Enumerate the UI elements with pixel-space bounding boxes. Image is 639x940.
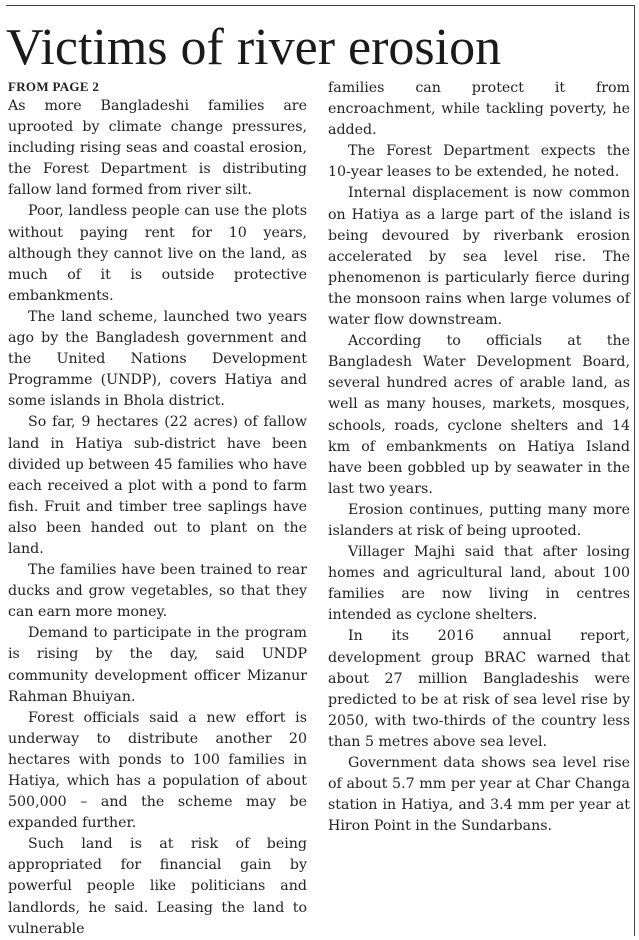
paragraph: Government data shows sea level rise of about 5.7 mm per year at Char Changa station in Hatiya, and 3.4 mm per year at Hiron Point in the Sundarbans. [328,755,630,835]
paragraph: Such land is at risk of being appropriated for financial gain by powerful people like politicians and landlords, he said. Leasing the land to vulnerable [8,836,307,937]
paragraph: Demand to participate in the program is rising by the day, said UNDP community development officer Mizanur Rahman Bhuiyan. [8,625,307,705]
paragraph: So far, 9 hectares (22 acres) of fallow land in Hatiya sub-district have been divided up between 45 families who have each received a plot with a pond to farm fish. Fruit and timber tree saplings have also been handed out to plant on the land. [8,414,307,557]
paragraph: The land scheme, launched two years ago by the Bangladesh government and the United Nations Development Programme (UNDP), covers Hatiya and some islands in Bhola district. [8,308,307,410]
article-column-right [328,78,630,837]
paragraph: In its 2016 annual report, development group BRAC warned that about 27 million Bangladeshis were predicted to be at risk of sea level rise by 2050, with two-thirds of the country less than 5 metres above sea level. [328,628,630,750]
headline: Victims of river erosion [6,19,502,76]
right-border-rule [634,5,635,936]
top-rule [6,5,635,6]
paragraph: families can protect it from encroachment, while tackling poverty, he added. [328,80,630,139]
paragraph: The Forest Department expects the 10-year leases to be extended, he noted. [328,143,630,181]
paragraph: According to officials at the Bangladesh Water Development Board, several hundred acres of arable land, as well as many houses, markets, mosques, schools, roads, cyclone shelters and 14 km of embankments on Hatiya Island have been gobbled up by seawater in the last two years. [328,333,630,497]
paragraph: Forest officials said a new effort is underway to distribute another 20 hectares with ponds to 100 families in Hatiya, which has a population of about 500,000 – and the scheme may be expanded further. [8,709,307,832]
paragraph: Villager Majhi said that after losing homes and agricultural land, about 100 families are now living in centres intended as cyclone shelters. [328,544,630,624]
paragraph: As more Bangladeshi families are uprooted by climate change pressures, including rising seas and coastal erosion, the Forest Department is distributing fallow land formed from river silt. [8,98,307,199]
paragraph: Erosion continues, putting many more islanders at risk of being uprooted. [328,501,630,539]
paragraph: Poor, landless people can use the plots without paying rent for 10 years, although they cannot live on the land, as much of it is outside protective embankments. [8,203,307,304]
paragraph: Internal displacement is now common on Hatiya as a large part of the island is being devoured by riverbank erosion accelerated by sea level rise. The phenomenon is particularly fierce during the monsoon rains when large volumes of water flow downstream. [328,185,630,329]
article-column-left [8,96,307,940]
paragraph: The families have been trained to rear ducks and grow vegetables, so that they can earn more money. [8,562,307,621]
continuation-kicker: FROM PAGE 2 [8,79,100,94]
